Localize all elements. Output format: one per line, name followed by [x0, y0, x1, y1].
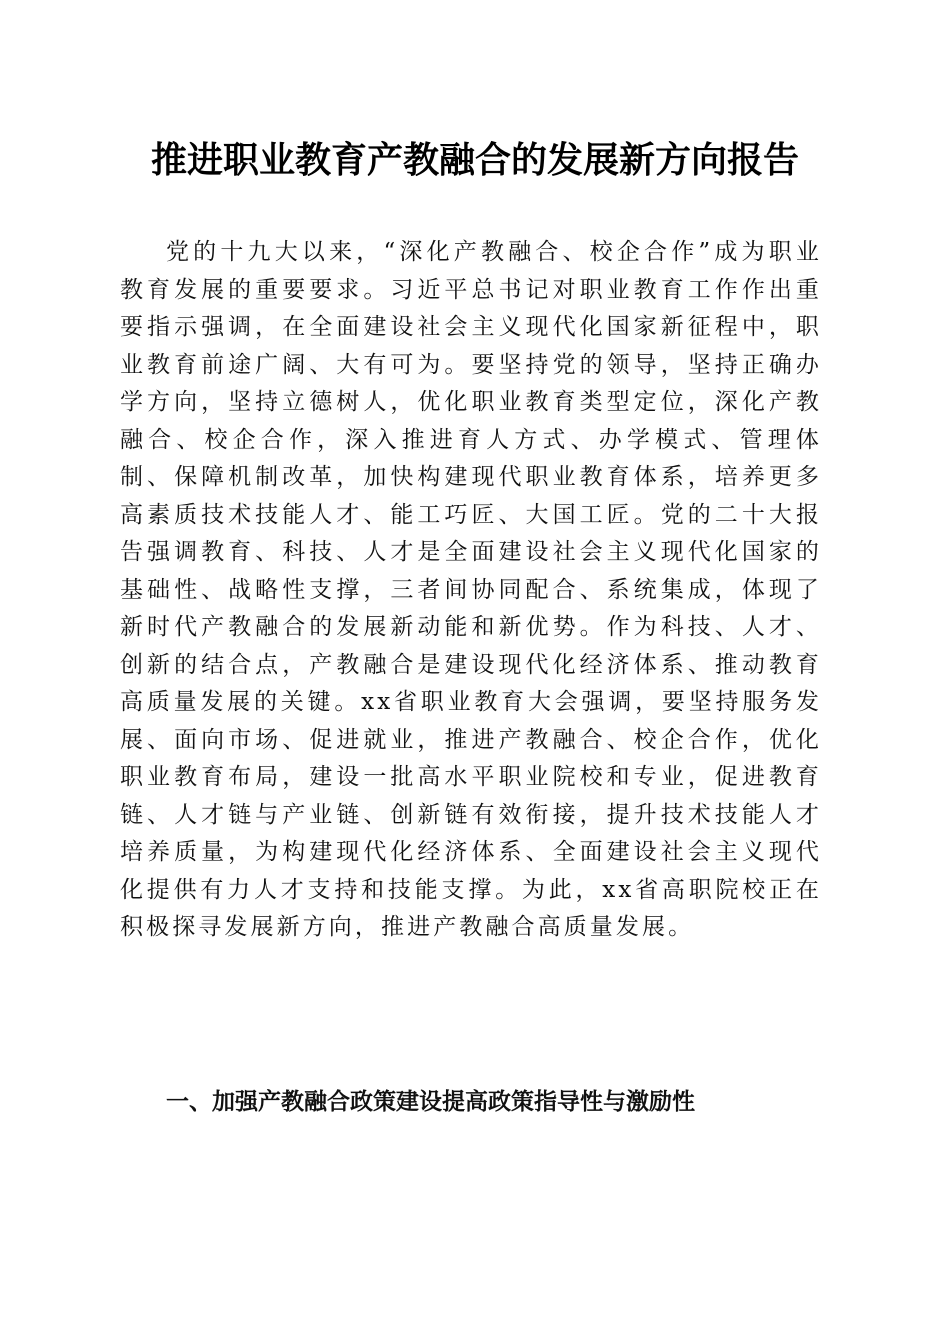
- section-heading-1: 一、加强产教融合政策建设提高政策指导性与激励性: [166, 1089, 695, 1115]
- intro-paragraph: 党的十九大以来，“深化产教融合、校企合作”成为职业教育发展的重要要求。习近平总书记对职业教育工作作出重要指示强调，在全面建设社会主义现代化国家新征程中，职业教育前途广阔、大有可为。要坚持党的领导，坚持正确办学方向，坚持立德树人，优化职业教育类型定位，深化产教融合、校企合作，深入推进育人方式、办学模式、管理体制、保障机制改革，加快构建现代职业教育体系，培养更多高素质技术技能人才、能工巧匠、大国工匠。党的二十大报告强调教育、科技、人才是全面建设社会主义现代化国家的基础性、战略性支撑，三者间协同配合、系统集成，体现了新时代产教融合的发展新动能和新优势。作为科技、人才、创新的结合点，产教融合是建设现代化经济体系、推动教育高质量发展的关键。xx省职业教育大会强调，要坚持服务发展、面向市场、促进就业，推进产教融合、校企合作，优化职业教育布局，建设一批高水平职业院校和专业，促进教育链、人才链与产业链、创新链有效衔接，提升技术技能人才培养质量，为构建现代化经济体系、全面建设社会主义现代化提供有力人才支持和技能支撑。为此，xx省高职院校正在积极探寻发展新方向，推进产教融合高质量发展。: [120, 239, 822, 940]
- document-title: 推进职业教育产教融合的发展新方向报告: [150, 139, 799, 181]
